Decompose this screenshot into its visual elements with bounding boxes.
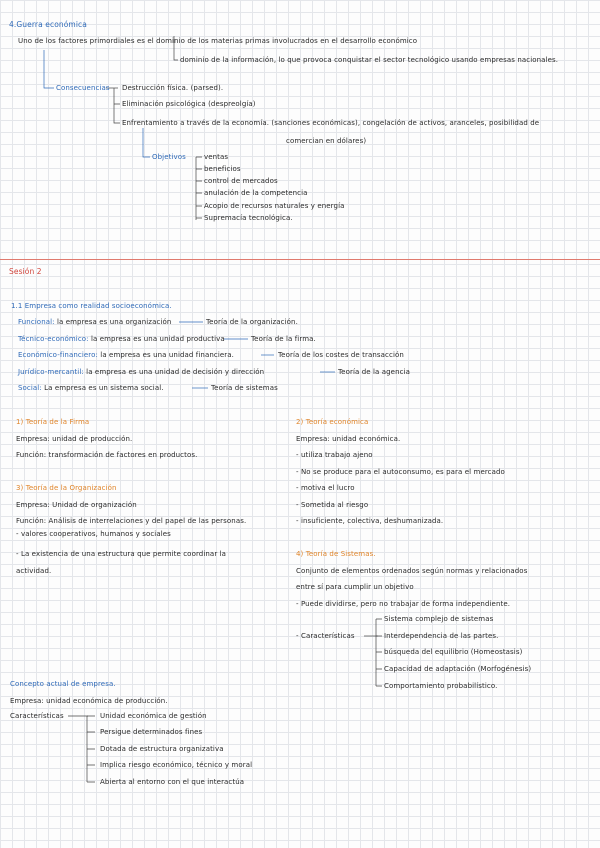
perspective-text: La empresa es un sistema social. — [44, 384, 164, 392]
organizacion-line: Empresa: Unidad de organización — [16, 501, 137, 509]
objetivo-item: Acopio de recursos naturales y energía — [204, 202, 345, 210]
perspective-row — [18, 384, 278, 393]
organizacion-title: 3) Teoría de la Organización — [16, 484, 117, 492]
perspective-label: Social: — [18, 384, 42, 392]
concepto-caracteristicas-label: Características — [10, 712, 64, 720]
concepto-bracket — [87, 716, 95, 782]
objetivos-label: Objetivos — [152, 153, 186, 161]
section-heading-guerra: 4.Guerra económica — [9, 20, 87, 29]
sistemas-caracteristica: búsqueda del equilibrio (Homeostasis) — [384, 648, 523, 656]
perspective-text: la empresa es una unidad productiva — [90, 335, 225, 343]
sistemas-title: 4) Teoría de Sistemas. — [296, 550, 376, 558]
concepto-item: Abierta al entorno con el que interactúa — [100, 778, 245, 786]
objetivo-item: anulación de la competencia — [204, 189, 308, 197]
concepto-item: Dotada de estructura organizativa — [100, 745, 224, 753]
perspective-theory: Teoría de la firma. — [251, 335, 316, 343]
perspective-row — [18, 368, 411, 377]
objetivo-item: ventas — [204, 153, 229, 161]
economica-line: - insuficiente, colectiva, deshumanizada. — [296, 517, 444, 525]
organizacion-line: - valores cooperativos, humanos y sociales — [16, 530, 171, 538]
sistemas-caracteristica: Comportamiento probabilístico. — [384, 682, 498, 690]
economica-title: 2) Teoría económica — [296, 418, 369, 426]
economica-line: - utiliza trabajo ajeno — [296, 451, 373, 459]
perspective-label: Jurídico-mercantil: — [18, 368, 84, 376]
economica-line: Empresa: unidad económica. — [296, 435, 401, 443]
perspective-label: Económico-financiero: — [18, 351, 98, 359]
cons-bracket — [114, 88, 120, 123]
consecuencia-item-cont: comercian en dólares) — [286, 137, 367, 145]
sistemas-line: Conjunto de elementos ordenados según normas y relacionados — [296, 567, 528, 575]
perspective-label: Funcional: — [18, 318, 55, 326]
economica-line: - No se produce para el autoconsumo, es para el mercado — [296, 468, 505, 476]
objetivos-connector — [143, 128, 150, 157]
sistemas-caracteristica: Interdependencia de las partes. — [384, 632, 499, 640]
section-divider — [0, 259, 600, 260]
sistemas-line: - Puede dividirse, pero no trabajar de forma independiente. — [296, 600, 511, 608]
consecuencias-label: Consecuencias — [56, 84, 110, 92]
sistemas-line: entre sí para cumplir un objetivo — [296, 583, 414, 591]
perspective-label: Técnico-económico: — [18, 335, 89, 343]
firma-line: Empresa: unidad de producción. — [16, 435, 133, 443]
perspective-text: la empresa es una unidad de decisión y dirección — [86, 368, 265, 376]
consecuencia-item: Enfrentamiento a través de la economía. (sanciones económicas), congelación de activos, aranceles, posibilidad de — [122, 119, 540, 127]
intro-text-2: dominio de la información, lo que provoca conquistar el sector tecnológico usando empresas nacionales. — [180, 56, 559, 64]
consecuencia-item: Destrucción física. (parsed). — [122, 84, 224, 92]
economica-line: - motiva el lucro — [296, 484, 355, 492]
perspective-theory: Teoría de la organización. — [206, 318, 298, 326]
sistemas-bracket — [376, 619, 382, 686]
sistemas-caracteristica: Sistema complejo de sistemas — [384, 615, 494, 623]
perspective-theory: Teoría de sistemas — [211, 384, 278, 392]
objetivo-item: beneficios — [204, 165, 241, 173]
consecuencia-item: Eliminación psicológica (despreolgía) — [122, 100, 256, 108]
concepto-title: Concepto actual de empresa. — [10, 680, 116, 688]
objetivo-item: control de mercados — [204, 177, 278, 185]
organizacion-line: Función: Análisis de interrelaciones y del papel de las personas. — [16, 517, 247, 525]
perspective-text: la empresa es una organización — [56, 318, 172, 326]
firma-line: Función: transformación de factores en productos. — [16, 451, 198, 459]
perspective-row — [18, 335, 316, 344]
perspective-theory: Teoría de los costes de transacción — [278, 351, 404, 359]
objetivos-bracket — [196, 157, 202, 220]
concepto-item: Unidad económica de gestión — [100, 712, 207, 720]
economica-line: - Sometida al riesgo — [296, 501, 369, 509]
session-subtitle: 1.1 Empresa como realidad socioeconómica. — [11, 302, 172, 310]
sistemas-caracteristicas-label: - Características — [296, 632, 355, 640]
concepto-item: Persigue determinados fines — [100, 728, 203, 736]
intro-text: Uno de los factores primordiales es el dominio de los materias primas involucrados en el desarrollo económico — [18, 37, 418, 45]
perspective-text: la empresa es una unidad financiera. — [100, 351, 234, 359]
perspective-row — [18, 351, 404, 360]
perspective-row — [18, 318, 298, 327]
objetivo-item: Supremacía tecnológica. — [204, 214, 293, 222]
session-title: Sesión 2 — [9, 267, 42, 276]
organizacion-line: - La existencia de una estructura que permite coordinar la — [16, 550, 227, 558]
consecuencias-connector — [44, 50, 54, 88]
concepto-empresa: Empresa: unidad económica de producción. — [10, 697, 168, 705]
sistemas-caracteristica: Capacidad de adaptación (Morfogénesis) — [384, 665, 532, 673]
organizacion-line: actividad. — [16, 567, 52, 575]
perspective-theory: Teoría de la agencia — [338, 368, 411, 376]
concepto-item: Implica riesgo económico, técnico y moral — [100, 761, 253, 769]
firma-title: 1) Teoría de la Firma — [16, 418, 90, 426]
